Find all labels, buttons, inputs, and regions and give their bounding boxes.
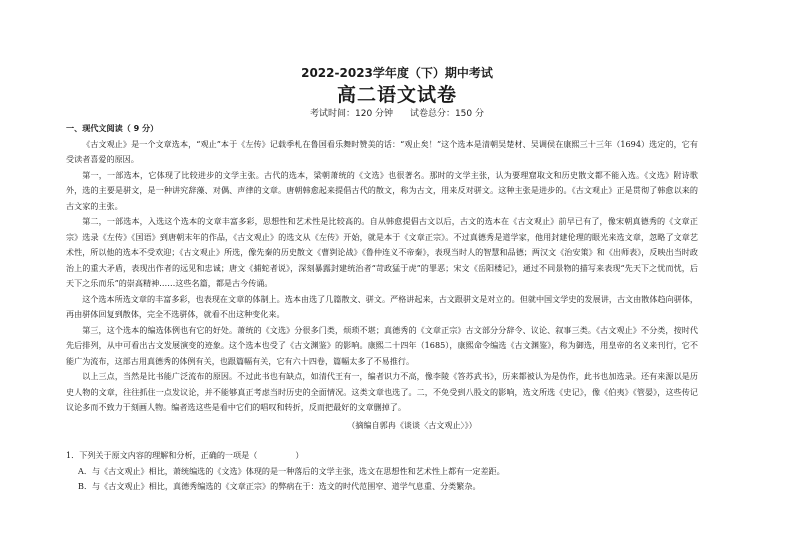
page-title: 高二语文试卷	[336, 84, 457, 106]
exam-term: 2022-2023学年度（下）期中考试	[301, 66, 493, 80]
paragraph: 以上三点，当然是比书能广泛流布的原因。不过此书也有缺点，如清代王有一，编者识力不高，像李陵《答苏武书》，历来都被认为是伪作，此书也加选录。还有来源以是历史人物的文章，往往抓住一点发议论，并不能够真正考虑当时历史的全面情况。这类文章也选了。二，不免受到八股文的影响，选文所选《史记》，像《伯夷》《管晏》，这些传记议论多而不致力于刻画人物。编者选这些是看中它们的唱叹和转折，反而把最好的文章删掉了。	[66, 371, 698, 412]
paragraph: 第一，一部选本，它体现了比较进步的文学主张。古代的选本，梁朝萧统的《文选》也很著名。那时的文学主张，认为要理窟取文和历史散文都不能入选。《文选》附诗歌外，选的主要是骈文，是一种讲究辞藻、对偶、声律的文章。唐朝韩愈起来提倡古代的散文，称为古文，用来反对骈文。这种主张是进步的。《古文观止》正是贯彻了韩愈以来的古文家的主张。	[66, 169, 698, 211]
paragraph: 第二，一部选本，入选这个选本的文章丰富多彩，思想性和艺术性是比较高的。自从韩愈提倡古文以后，古文的选本在《古文观止》前早已有了，像宋朝真德秀的《文章正宗》选录《左传》《国语》到唐朝末年的作品，《古文观止》的选文从《左传》开始，就是本于《文章正宗》。不过真德秀是道学家，他用封建伦理的眼光来选文章，忽略了文章艺术性，所以他的选本不受欢迎；《古文观止》所选，像先秦的历史散文《曹刿论战》《鲁仲连义不帝秦》，表现当时人的智慧和品德；两汉文《治安策》和《出师表》，反映出当时政治上的重大矛盾，表现出作者的远见和忠诚；唐文《捕蛇者说》，深刻暴露封建统治者“苛政猛于虎”的罪恶；宋文《岳阳楼记》，通过不同景物的描写来表现“先天下之忧而忧，后天下之乐而乐”的崇高精神……这些名篇，都是古今传诵。	[66, 216, 698, 288]
exam-meta	[0, 106, 794, 119]
paragraph: 《古文观止》是一个文章选本，“观止”本于《左传》记载季札在鲁国看乐舞时赞美的话：“观止矣！”这个选本是清朝吴楚材、吴调侯在康熙三十三年（1694）选定的，它有受读者喜爱的原因。	[66, 138, 698, 164]
question-stem-text: 1．下列关于原文内容的理解和分析，正确的一项是（	[66, 450, 258, 460]
paragraph: 第三，这个选本的编选体例也有它的好处。萧统的《文选》分很多门类，烦琐不堪；真德秀的《文章正宗》古文部分分辞令、议论、叙事三类。《古文观止》不分类，按时代先后排列，从中可看出古文发展演变的迹象。这个选本也受了《古文渊鉴》的影响。康熙二十四年（1685），康熙命令编选《古文渊鉴》，称为御选，用皇帝的名义来刊行，它不能广为流布，这部古用真德秀的体例有关，也跟篇幅有关，它有六十四卷，篇幅太多了不易推行。	[66, 324, 698, 366]
total-score: 试卷总分：150 分	[409, 109, 484, 119]
option-b: B．与《古文观止》相比，真德秀编选的《文章正宗》的弊病在于：选文的时代范围窄、道学气息重、分类繁杂。	[78, 481, 481, 491]
exam-time: 考试时间：120 分钟	[310, 109, 394, 119]
section-heading: 一、现代文阅读（ 9 分）	[66, 123, 159, 133]
option-a: A．与《古文观止》相比，萧统编选的《文选》体现的是一种落后的文学主张，选文在思想性和艺术性上都有一定差距。	[78, 465, 505, 476]
exam-body	[66, 121, 698, 495]
question-stem-close: ）	[295, 450, 304, 460]
source-citation: （摘编自郭冉《谈谈〈古文观止〉》）	[347, 419, 477, 430]
paragraph: 这个选本所选文章的丰富多彩，也表现在文章的体制上。选本由选了几篇散文、骈文。严格讲起来，古文跟骈文是对立的。但就中国文学史的发展讲，古文由散体趋向骈体，再由骈体回复到散体，完全不选骈体，就看不出这种变化来。	[66, 293, 698, 319]
question-stem	[66, 448, 698, 464]
